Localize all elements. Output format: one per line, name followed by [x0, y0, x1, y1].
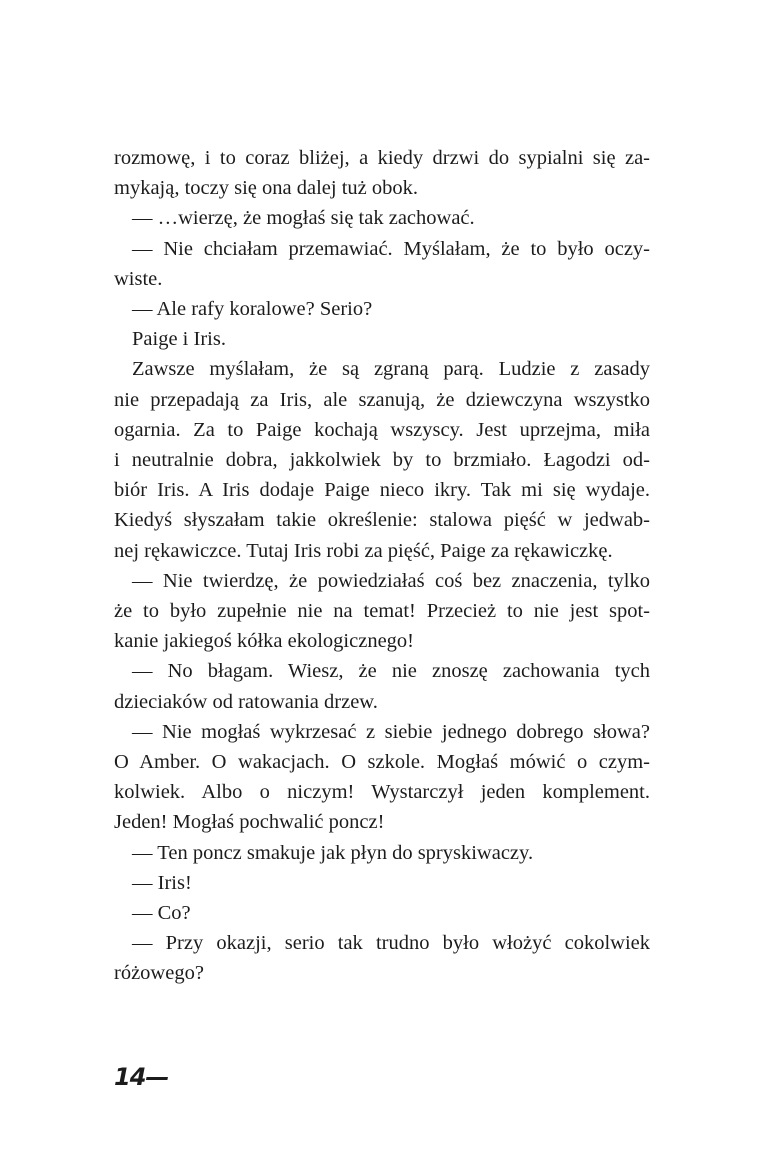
text-line: Kiedyś słyszałam takie określenie: stalowa pięść w jedwab-	[114, 509, 650, 532]
text-line: — Co?	[132, 902, 191, 925]
page-number: 14—	[114, 1063, 169, 1091]
text-line: — Ten poncz smakuje jak płyn do spryskiwaczy.	[132, 841, 534, 864]
text-line: — Nie chciałam przemawiać. Myślałam, że to było oczy-	[132, 237, 650, 260]
text-line: różowego?	[114, 962, 204, 985]
text-line: O Amber. O wakacjach. O szkole. Mogłaś mówić o czym-	[114, 751, 650, 774]
text-line: że to było zupełnie nie na temat! Przecież to nie jest spot-	[114, 600, 650, 623]
text-line: rozmowę, i to coraz bliżej, a kiedy drzwi do sypialni się za-	[114, 147, 650, 169]
text-line: nej rękawiczce. Tutaj Iris robi za pięść, Paige za rękawiczkę.	[114, 539, 613, 562]
book-page-body	[114, 143, 650, 989]
text-line: Zawsze myślałam, że są zgraną parą. Ludzie z zasady	[132, 358, 650, 381]
text-line: kolwiek. Albo o niczym! Wystarczył jeden komplement.	[114, 781, 650, 804]
text-line: — Nie mogłaś wykrzesać z siebie jednego dobrego słowa?	[132, 720, 650, 743]
text-line: — No błagam. Wiesz, że nie znoszę zachowania tych	[132, 660, 650, 683]
text-line: — Nie twierdzę, że powiedziałaś coś bez znaczenia, tylko	[132, 569, 650, 592]
text-line: mykają, toczy się ona dalej tuż obok.	[114, 177, 418, 200]
text-line: kanie jakiegoś kółka ekologicznego!	[114, 630, 414, 653]
text-line: Jeden! Mogłaś pochwalić poncz!	[114, 811, 385, 834]
text-line: — Ale rafy koralowe? Serio?	[132, 298, 373, 321]
text-line: dzieciaków od ratowania drzew.	[114, 690, 378, 713]
text-line: wiste.	[114, 267, 163, 290]
text-line: Paige i Iris.	[132, 328, 226, 351]
text-line: — Iris!	[132, 871, 192, 894]
text-line: — …wierzę, że mogłaś się tak zachować.	[132, 207, 475, 230]
text-line: i neutralnie dobra, jakkolwiek by to brzmiało. Łagodzi od-	[114, 449, 650, 472]
text-line: nie przepadają za Iris, ale szanują, że dziewczyna wszystko	[114, 388, 650, 411]
text-line: ogarnia. Za to Paige kochają wszyscy. Jest uprzejma, miła	[114, 418, 650, 441]
text-line: biór Iris. A Iris dodaje Paige nieco ikry. Tak mi się wydaje.	[114, 479, 650, 502]
text-line: — Przy okazji, serio tak trudno było włożyć cokolwiek	[132, 932, 650, 955]
